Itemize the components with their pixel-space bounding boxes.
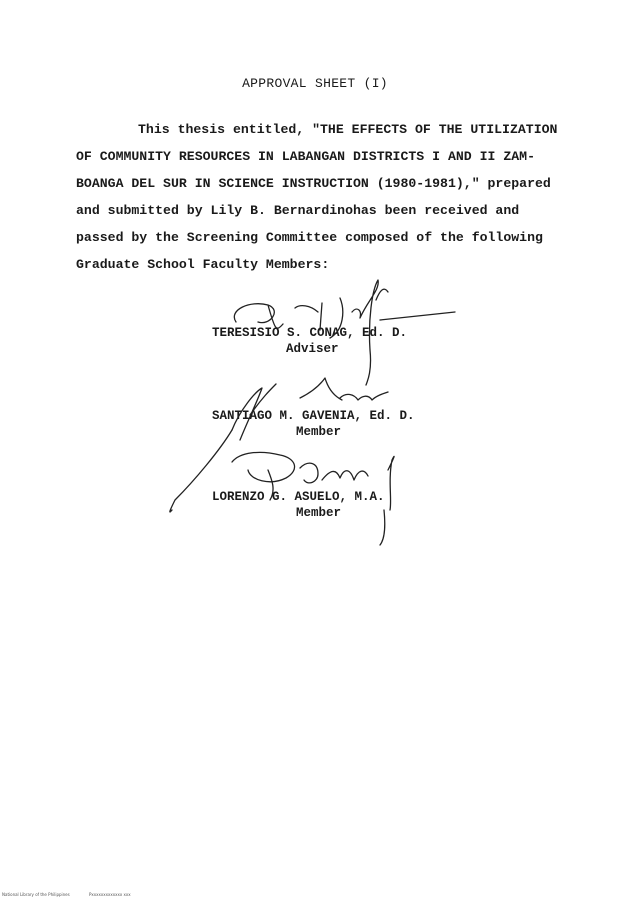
footer-source: National Library of the Philippines [2, 892, 70, 897]
signatory-name-member-2: LORENZO G. ASUELO, M.A. [212, 490, 385, 504]
signatory-role-member-1: Member [296, 425, 342, 439]
page-title: APPROVAL SHEET (I) [242, 76, 388, 91]
paragraph-line: This thesis entitled, "THE EFFECTS OF THE UTILIZATION [138, 122, 558, 137]
body-paragraph [76, 116, 586, 278]
paragraph-line: Graduate School Faculty Members: [76, 257, 330, 272]
signatory-name-member-1: SANTIAGO M. GAVENIA, Ed. D. [212, 409, 415, 423]
footer-code: Pxxxxxxxxxxxxx xxx [89, 892, 131, 897]
signatory-role-adviser: Adviser [286, 342, 339, 356]
footer-attribution [2, 892, 149, 897]
paragraph-line: BOANGA DEL SUR IN SCIENCE INSTRUCTION (1980-1981)," prepared [76, 176, 551, 191]
paragraph-line: and submitted by Lily B. Bernardinohas been received and [76, 203, 520, 218]
paragraph-line: OF COMMUNITY RESOURCES IN LABANGAN DISTRICTS I AND II ZAM- [76, 149, 535, 164]
signatory-name-adviser: TERESISIO S. CONAG, Ed. D. [212, 326, 408, 340]
signatory-role-member-2: Member [296, 506, 342, 520]
paragraph-line: passed by the Screening Committee composed of the following [76, 230, 543, 245]
